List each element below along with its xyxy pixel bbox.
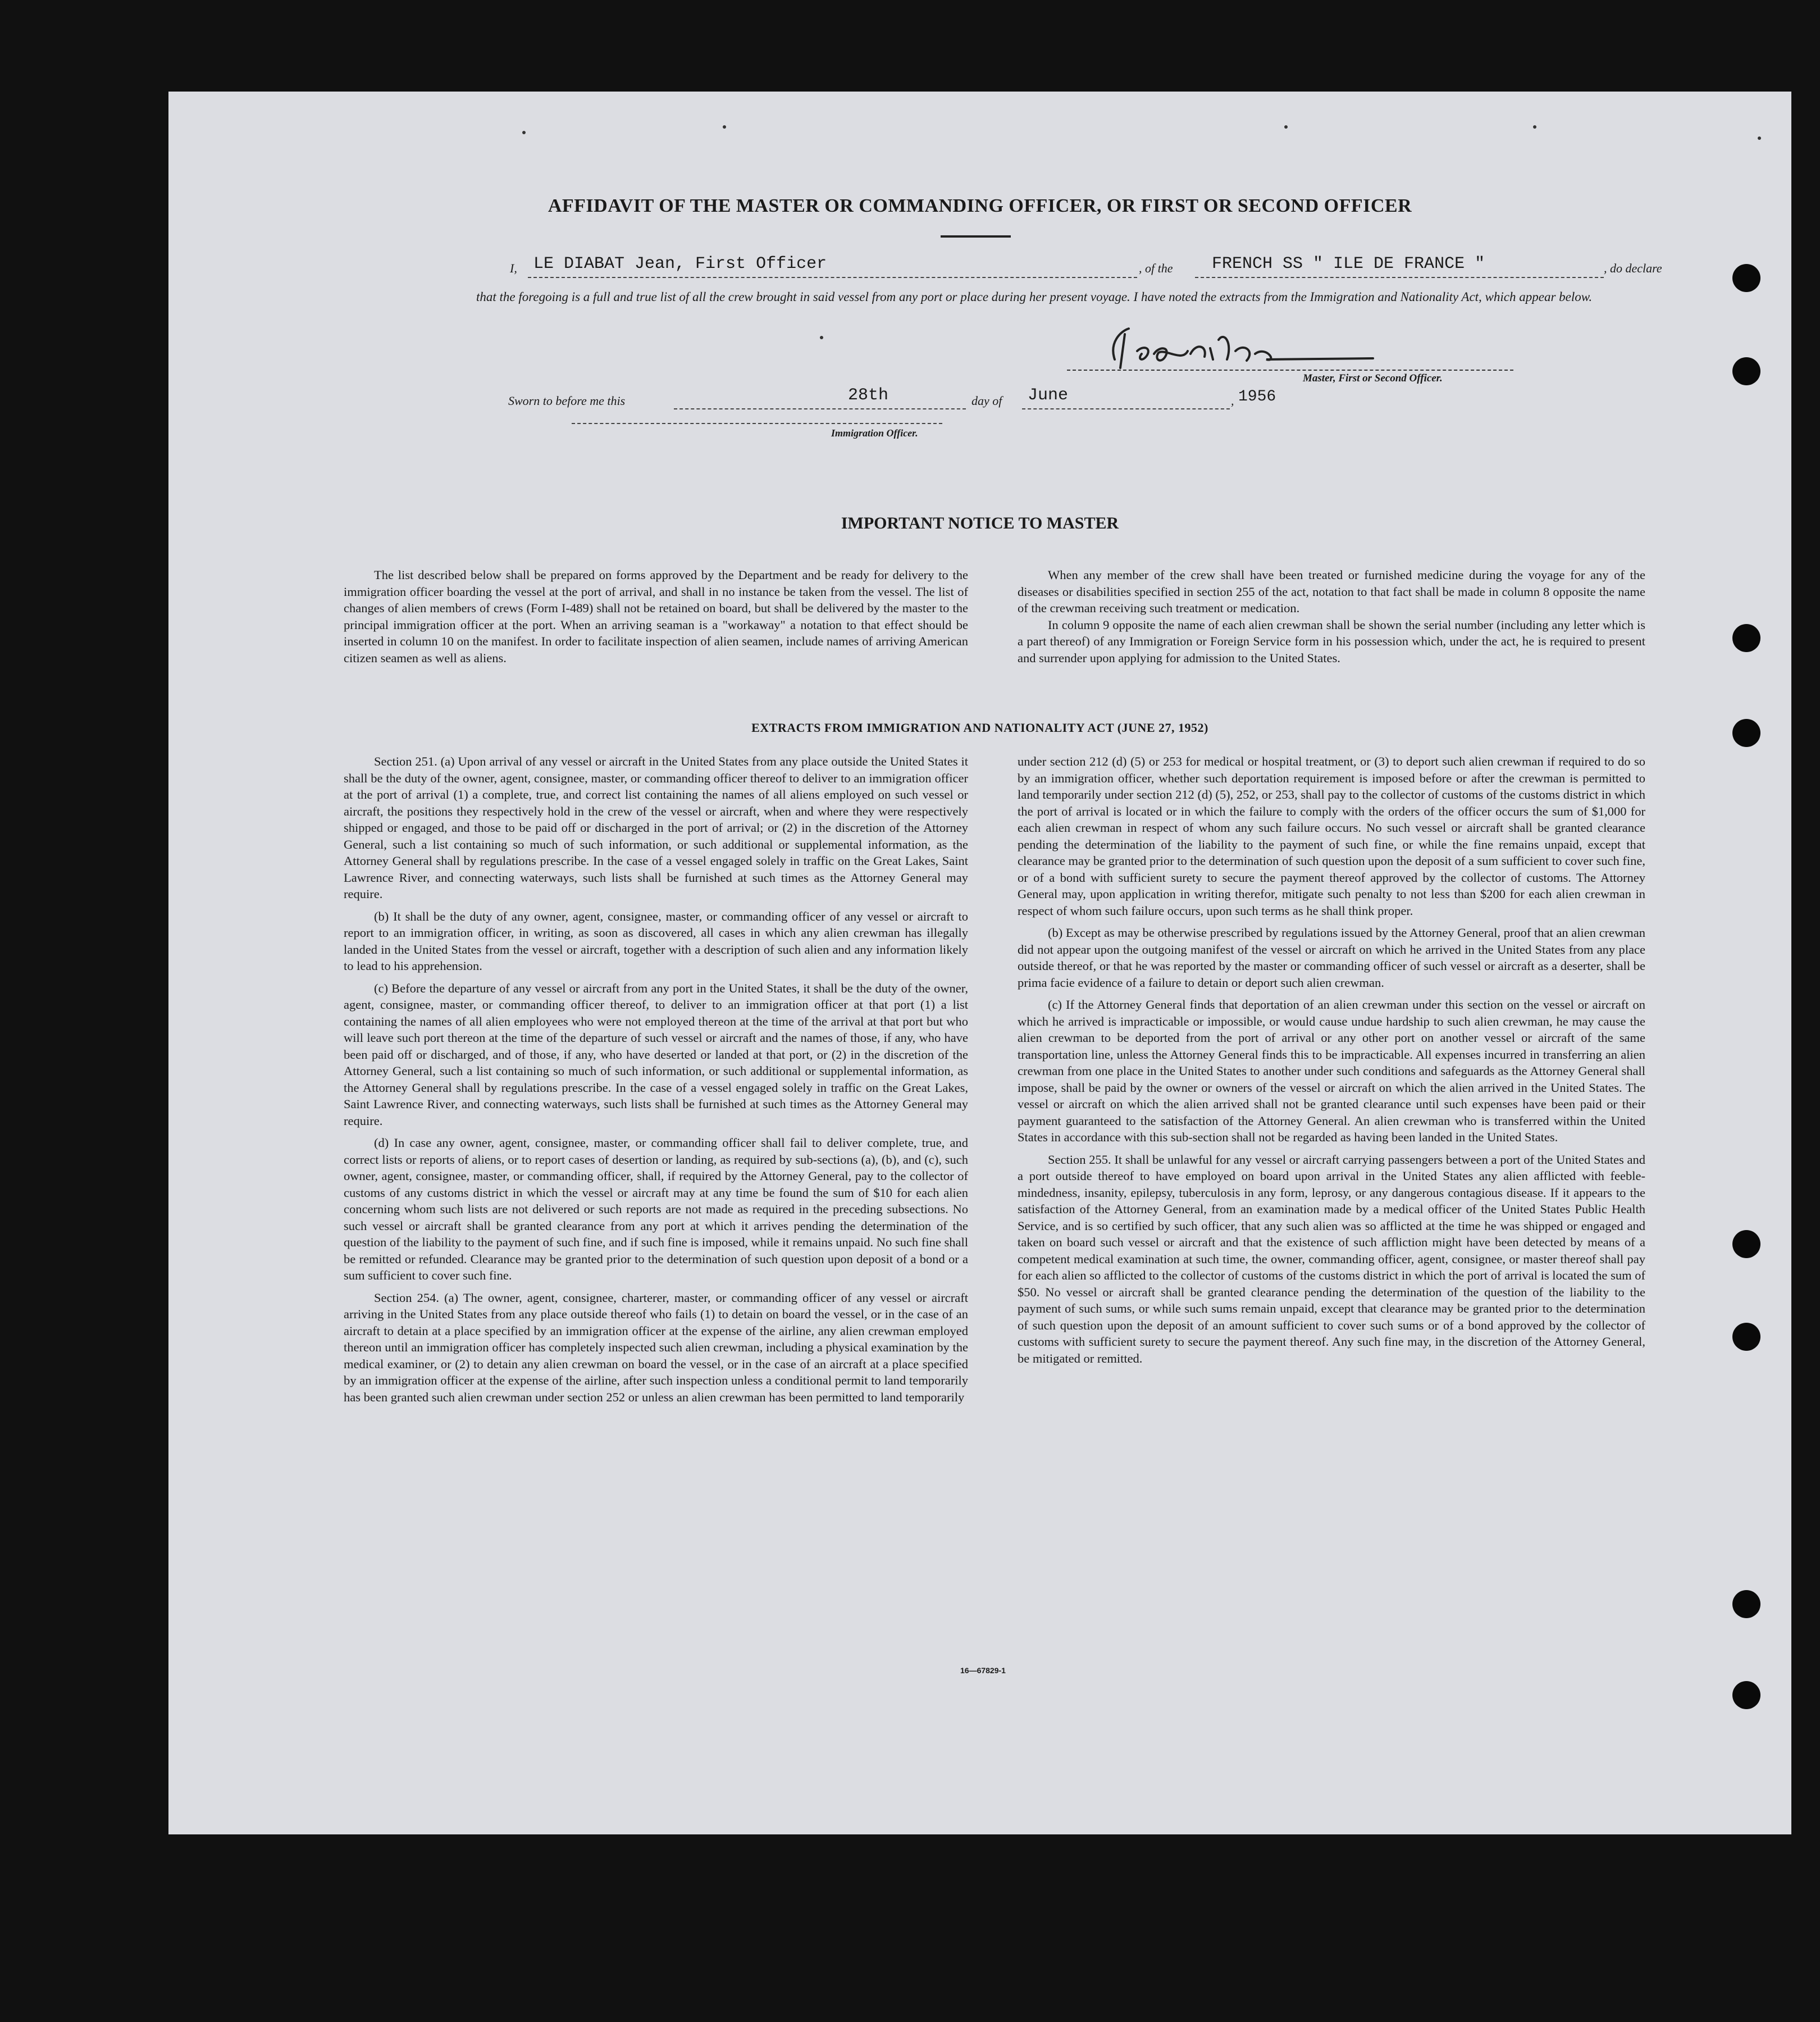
- binder-hole: [1732, 1323, 1760, 1351]
- immigration-officer-label: Immigration Officer.: [831, 427, 918, 439]
- extracts-title: EXTRACTS FROM IMMIGRATION AND NATIONALITY ACT (JUNE 27, 1952): [751, 721, 1208, 735]
- vessel-field: [1195, 254, 1604, 278]
- sworn-year: 1956: [1238, 388, 1276, 406]
- act-section: (d) In case any owner, agent, consignee, master, or commanding officer shall fail to deliver complete, true, and correct lists or reports of aliens, or to report cases of desertion or landing, as required by sub-sections (a), (b), and (c), such owner, agent, consignee, master, or commanding officer, shall, if required by the Attorney General, pay to the collector of customs of any customs district in which the vessel or aircraft may at any time be found the sum of $10 for each alien concerning whom such lists are not delivered or such reports are not made as required in the preceding subsections. No such vessel or aircraft shall be granted clearance from any port at which it arrives pending the determination of the question of the liability to the payment of such fine, and if such fine is imposed, while it remains unpaid. No such fine shall be remitted or refunded. Clearance may be granted prior to the determination of such question upon deposit of a bond or a sum sufficient to cover such fine.: [344, 1136, 968, 1282]
- paper-speck: [1284, 125, 1288, 129]
- declarant-name: LE DIABAT Jean, First Officer: [533, 254, 827, 274]
- extracts-left-column: [344, 753, 968, 1411]
- binder-hole: [1732, 1230, 1760, 1258]
- act-section: (c) If the Attorney General finds that deportation of an alien crewman under this section on the vessel or aircraft on which he arrived is impracticable or impossible, or would cause undue hardship to such alien crewman, he may cause the alien crewman to be deported from the port of arrival or any other port on another vessel or aircraft of the same transportation line, unless the Attorney General finds this to be impracticable. All expenses incurred in transferring an alien crewman from one place in the United States to another under such conditions and safeguards as the Attorney General shall impose, shall be paid by the owner or owners of the vessel or aircraft on which the alien arrived in the United States. The vessel or aircraft on which the alien arrived shall not be granted clearance until such expenses have been paid or their payment guaranteed to the satisfaction of the Attorney General. An alien crewman who is transferred within the United States in accordance with this sub-section shall not be regarded as having been landed in the United States.: [1018, 998, 1645, 1144]
- notice-left-column: [344, 567, 968, 672]
- act-section: (c) Before the departure of any vessel or aircraft from any port in the United States, it shall be the duty of the owner, agent, consignee, master, or commanding officer thereof, to deliver to an immigration officer at that port (1) a list containing the names of all alien employees who were not employed thereon at the time of the arrival at that port but who will leave such port thereon at the time of the departure of such vessel or aircraft and the names of those, if any, who have been paid off or discharged, and of those, if any, who have deserted or landed at that port, or (2) in the discretion of the Attorney General, such a list containing so much of such information, or such additional or supplemental information, as the Attorney General shall by regulations prescribe. In the case of a vessel engaged solely in traffic on the Great Lakes, Saint Lawrence River, and connecting waterways, such lists shall be furnished at such times as the Attorney General may require.: [344, 981, 968, 1128]
- notice-title: IMPORTANT NOTICE TO MASTER: [841, 514, 1119, 532]
- sworn-month-field: [1022, 386, 1230, 409]
- notice-paragraph: The list described below shall be prepared on forms approved by the Department and be ready for delivery to the immigration officer boarding the vessel at the port of arrival, and shall in no instance be taken from the vessel. The list of changes of alien members of crews (Form I-489) shall not be retained on board, but shall be delivered by the master to the principal immigration officer at the port. When an arriving seaman is a "workaway" a notation to that effect should be inserted in column 10 on the manifest. In order to facilitate inspection of alien seamen, include names of arriving American citizen seamen as well as aliens.: [344, 568, 968, 665]
- form-number: 16—67829-1: [960, 1666, 1006, 1675]
- day-of-label: day of: [971, 394, 1002, 408]
- officer-signature: [1098, 320, 1390, 376]
- paper-speck: [1758, 136, 1761, 140]
- paper-speck: [1533, 125, 1536, 129]
- vessel-name: FRENCH SS " ILE DE FRANCE ": [1212, 254, 1485, 274]
- binder-hole: [1732, 357, 1760, 385]
- act-section: (b) It shall be the duty of any owner, agent, consignee, master, or commanding officer of any vessel or aircraft to report to an immigration officer, in writing, as soon as discovered, all cases in which any alien crewman has illegally landed in the United States from the vessel or aircraft, together with a description of such alien and any information likely to lead to his apprehension.: [344, 909, 968, 973]
- binder-hole: [1732, 1590, 1760, 1618]
- sworn-label: Sworn to before me this: [508, 394, 626, 408]
- immigration-officer-field: [572, 417, 942, 424]
- act-section: Section 251. (a) Upon arrival of any vessel or aircraft in the United States from any place outside the United States it shall be the duty of the owner, agent, consignee, master, or commanding officer thereof to deliver to an immigration officer at the port of arrival (1) a complete, true, and correct list containing the names of all aliens employed on such vessel or aircraft, the positions they respectively hold in the crew of the vessel or aircraft, when and where they were respectively shipped or engaged, and those to be paid off or discharged in the port of arrival; or (2) in the discretion of the Attorney General, such a list containing so much of such information, or such additional or supplemental information, as the Attorney General shall by regulations prescribe. In the case of a vessel engaged solely in traffic on the Great Lakes, Saint Lawrence River, and connecting waterways, such lists shall be furnished at such times as the Attorney General may require.: [344, 754, 968, 901]
- paper-speck: [522, 131, 526, 134]
- document-page: [168, 92, 1791, 1834]
- notice-right-column: [1018, 567, 1645, 672]
- officer-label: Master, First or Second Officer.: [1303, 372, 1443, 384]
- act-section: Section 254. (a) The owner, agent, consignee, charterer, master, or commanding officer of any vessel or aircraft arriving in the United States from any place outside thereof who fails (1) to detain on board the vessel, or in the case of an aircraft to detain at a place specified by an immigration officer at the expense of the airline, any alien crewman employed thereon until an immigration officer has completely inspected such alien crewman, including a physical examination by the medical examiner, or (2) to detain any alien crewman on board the vessel, or in the case of an aircraft at a place specified by an immigration officer at the expense of the airline, after such inspection unless a conditional permit to land temporarily has been granted such alien crewman under section 252 or unless an alien crewman has been permitted to land temporarily: [344, 1290, 968, 1404]
- declaration-text: that the foregoing is a full and true list of all the crew brought in said vessel from any port or place during her present voyage. I have noted the extracts from the Immigration and Nationality Act, which appear below.: [476, 290, 1593, 304]
- paper-speck: [723, 125, 726, 129]
- affidavit-title: AFFIDAVIT OF THE MASTER OR COMMANDING OFFICER, OR FIRST OR SECOND OFFICER: [548, 195, 1412, 216]
- sworn-day: 28th: [848, 386, 889, 405]
- sworn-year-sep: ,: [1231, 394, 1234, 408]
- title-underline: [941, 235, 1011, 238]
- declarant-field: [528, 254, 1137, 278]
- extracts-right-column: [1018, 753, 1645, 1372]
- act-section: Section 255. It shall be unlawful for any vessel or aircraft carrying passengers between a port of the United States and a port outside thereof to have employed on board upon arrival in the United States any alien afflicted with feeble-mindedness, insanity, epilepsy, tuberculosis in any form, leprosy, or any dangerous contagious disease. If it appears to the satisfaction of the Attorney General, from an examination made by a medical officer of the United States Public Health Service, and is so certified by such officer, that any such alien was so afflicted at the time he was shipped or engaged and taken on board such vessel or aircraft and that the existence of such affliction might have been detected by means of a competent medical examination at such time, the owner, commanding officer, agent, consignee, or master thereof shall pay for each alien so afflicted to the collector of customs of the customs district in which the port of arrival is located the sum of $50. No vessel or aircraft shall be granted clearance pending the determination of the question of the liability to the payment of such sums, or while such sums remain unpaid, except that clearance may be granted prior to the determination of such question upon the deposit of an amount sufficient to cover such sums or of a bond approved by the collector of customs with sufficient surety to secure the payment thereof. Any such fine may, in the discretion of the Attorney General, be mitigated or remitted.: [1018, 1152, 1645, 1365]
- paper-speck: [820, 336, 823, 339]
- officer-signature-line: [1067, 370, 1513, 371]
- binder-hole: [1732, 624, 1760, 652]
- sworn-month: June: [1028, 386, 1069, 405]
- of-the-label: , of the: [1139, 261, 1173, 275]
- act-section: under section 212 (d) (5) or 253 for medical or hospital treatment, or (3) to deport such alien crewman if required to do so by an immigration officer, whether such deportation requirement is imposed before or after the crewman is permitted to land temporarily under section 212 (d) (5), 252, or 253, shall pay to the collector of customs of the customs district in which the port of arrival is located or in which the failure to comply with the orders of the officer occurs the sum of $1,000 for each alien crewman in respect of whom any such failure occurs. No such vessel or aircraft shall be granted clearance pending the determination of the liability to the payment of such fine, or while the fine remains unpaid, except that clearance may be granted prior to the determination of such question upon the deposit of a sum sufficient to cover such fine, or of a bond with sufficient surety to secure the payment thereof approved by the collector of customs. The Attorney General may, upon application in writing therefor, mitigate such penalty to not less than $200 for each alien crewman in respect of whom such failure occurs, upon such terms as he shall think proper.: [1018, 754, 1645, 918]
- binder-hole: [1732, 264, 1760, 292]
- sworn-day-field: [674, 386, 966, 409]
- notice-paragraph: When any member of the crew shall have been treated or furnished medicine during the voyage for any of the diseases or disabilities specified in section 255 of the act, notation to that fact shall be made in column 8 opposite the name of the crewman receiving such treatment or medication.: [1018, 568, 1645, 615]
- do-declare-label: , do declare: [1604, 261, 1662, 275]
- binder-hole: [1732, 1681, 1760, 1709]
- notice-paragraph: In column 9 opposite the name of each alien crewman shall be shown the serial number (including any letter which is a part thereof) of any Immigration or Foreign Service form in his possession which, under the act, he is required to present and surrender upon applying for admission to the United States.: [1018, 617, 1645, 665]
- act-section: (b) Except as may be otherwise prescribed by regulations issued by the Attorney General, proof that an alien crewman did not appear upon the outgoing manifest of the vessel or aircraft on which he arrived in the United States from any place outside thereof, or that he was reported by the master or commanding officer of such vessel or aircraft as a deserter, shall be prima facie evidence of a failure to detain or deport such alien crewman.: [1018, 926, 1646, 990]
- declaration-prefix: I,: [510, 261, 517, 275]
